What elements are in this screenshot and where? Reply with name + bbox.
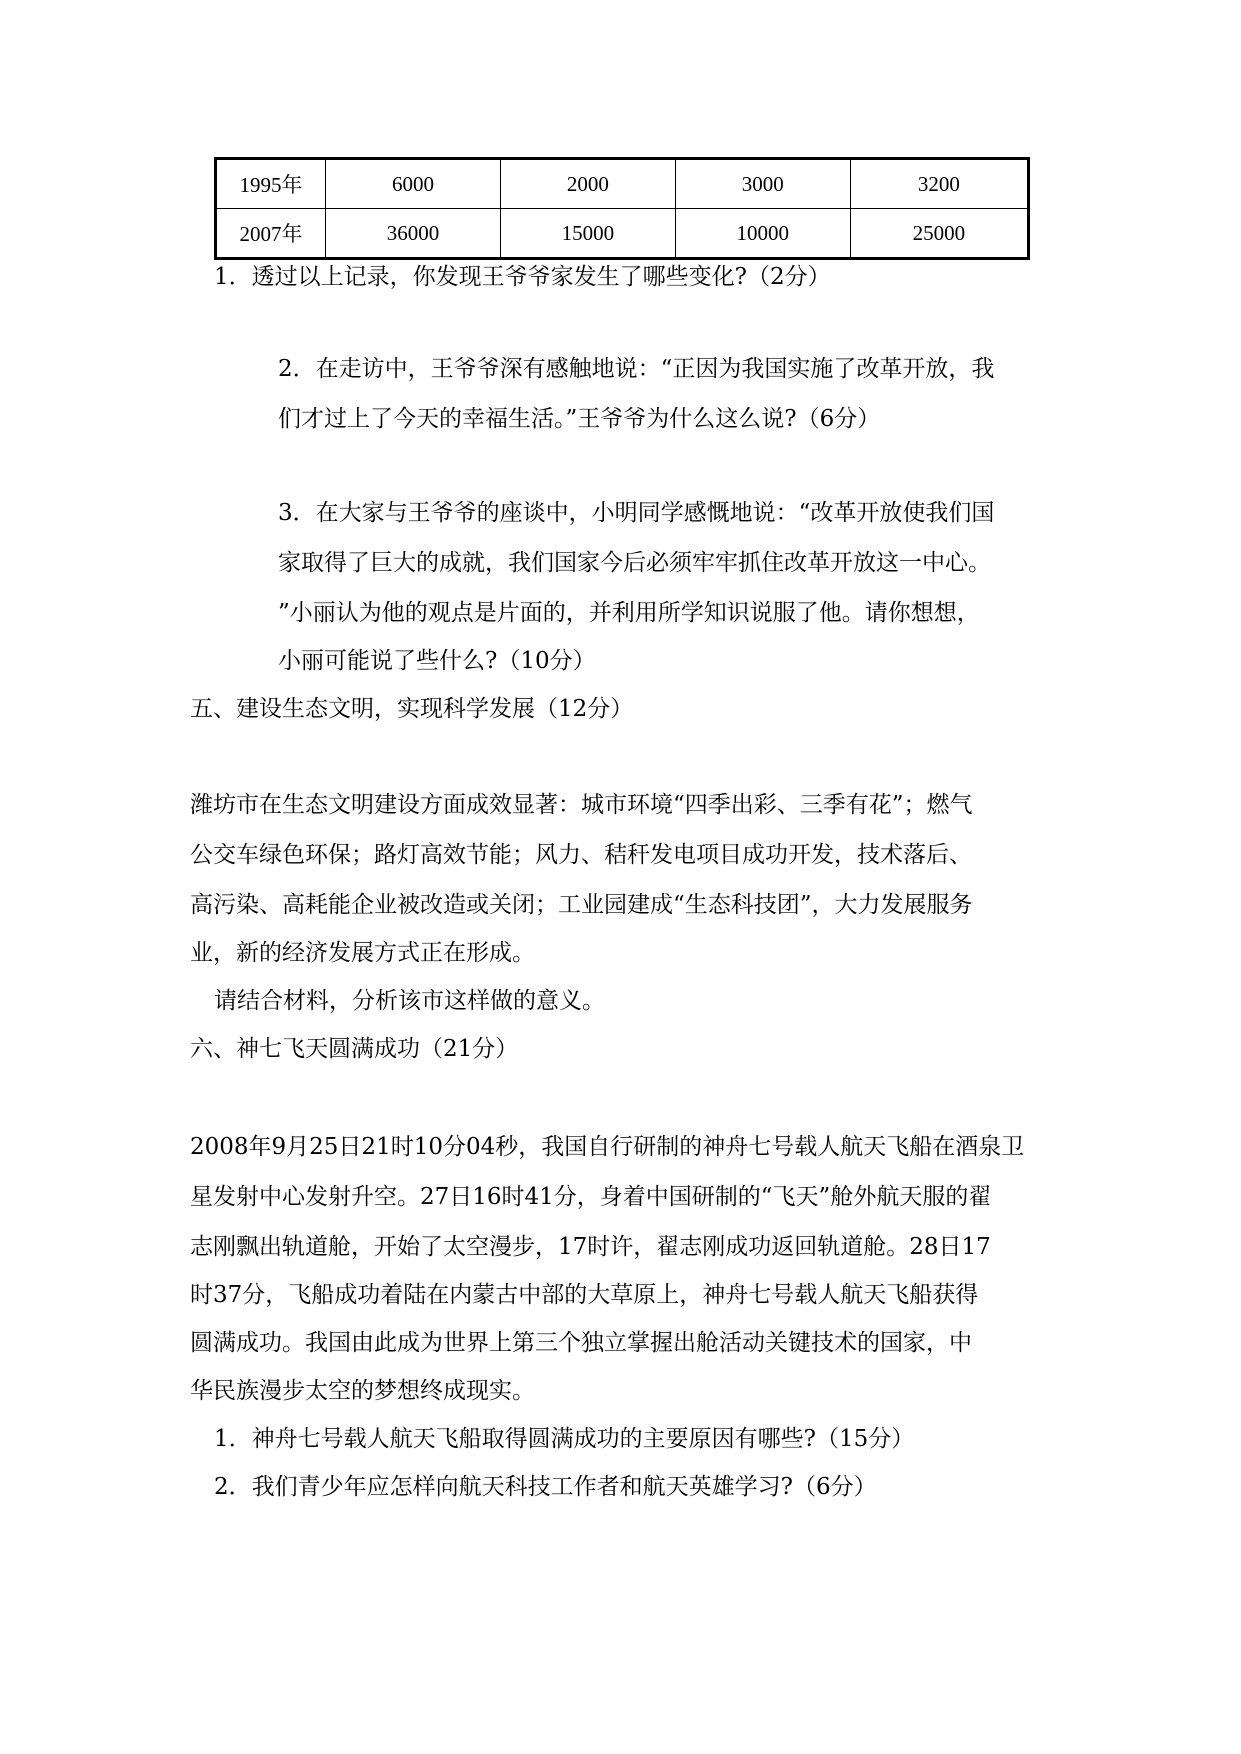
section-6-material-line: 2008年9月25日21时10分04秒，我国自行研制的神舟七号载人航天飞船在酒泉卫 [190, 1134, 1025, 1160]
table-cell: 2000 [500, 159, 675, 209]
table-cell: 36000 [326, 209, 501, 259]
section-6-material-line: 圆满成功。我国由此成为世界上第三个独立掌握出舱活动关键技术的国家，中 [190, 1330, 972, 1356]
table-cell: 3200 [850, 159, 1028, 209]
table-cell-year: 2007年 [216, 209, 326, 259]
section-6-material-line: 星发射中心发射升空。27日16时41分，身着中国研制的“飞天”舱外航天服的翟 [190, 1184, 992, 1210]
question-4-3-line: 家取得了巨大的成就，我们国家今后必须牢牢抓住改革开放这一中心。 [278, 550, 991, 576]
table-cell: 6000 [326, 159, 501, 209]
table-row [216, 209, 1029, 259]
table-cell: 3000 [675, 159, 850, 209]
question-4-3-line: ”小丽认为他的观点是片面的，并利用所学知识说服了他。请你想想， [278, 600, 980, 626]
question-4-2-line: 们才过上了今天的幸福生活。”王爷爷为什么这么说?（6分） [278, 406, 881, 432]
section-5-material-line: 业，新的经济发展方式正在形成。 [190, 940, 535, 966]
question-4-3-line: 小丽可能说了些什么?（10分） [278, 648, 596, 674]
question-4-1: 1．透过以上记录，你发现王爷爷家发生了哪些变化?（2分） [214, 264, 831, 290]
question-4-3-line: 3．在大家与王爷爷的座谈中，小明同学感慨地说：“改革开放使我们国 [278, 500, 995, 526]
section-5-material-line: 高污染、高耗能企业被改造或关闭；工业园建成“生态科技团”，大力发展服务 [190, 892, 973, 918]
section-5-heading: 五、建设生态文明，实现科学发展（12分） [190, 696, 634, 722]
table-cell: 15000 [500, 209, 675, 259]
table-cell-year: 1995年 [216, 159, 326, 209]
question-6-1: 1．神舟七号载人航天飞船取得圆满成功的主要原因有哪些?（15分） [214, 1426, 915, 1452]
section-5-material-line: 潍坊市在生态文明建设方面成效显著：城市环境“四季出彩、三季有花”；燃气 [190, 792, 973, 818]
section-6-heading: 六、神七飞天圆满成功（21分） [190, 1036, 519, 1062]
section-6-material-line: 华民族漫步太空的梦想终成现实。 [190, 1378, 535, 1404]
section-6-material-line: 志刚飘出轨道舱，开始了太空漫步，17时许，翟志刚成功返回轨道舱。28日17 [190, 1234, 991, 1260]
question-6-2: 2．我们青少年应怎样向航天科技工作者和航天英雄学习?（6分） [214, 1474, 877, 1500]
table-cell: 25000 [850, 209, 1028, 259]
section-5-question: 请结合材料，分析该市这样做的意义。 [214, 988, 605, 1014]
section-5-material-line: 公交车绿色环保；路灯高效节能；风力、秸秆发电项目成功开发，技术落后、 [190, 842, 972, 868]
income-table [214, 157, 1030, 260]
table-row [216, 159, 1029, 209]
question-4-2-line: 2．在走访中，王爷爷深有感触地说：“正因为我国实施了改革开放，我 [278, 356, 995, 382]
section-6-material-line: 时37分，飞船成功着陆在内蒙古中部的大草原上，神舟七号载人航天飞船获得 [190, 1282, 979, 1308]
table-cell: 10000 [675, 209, 850, 259]
